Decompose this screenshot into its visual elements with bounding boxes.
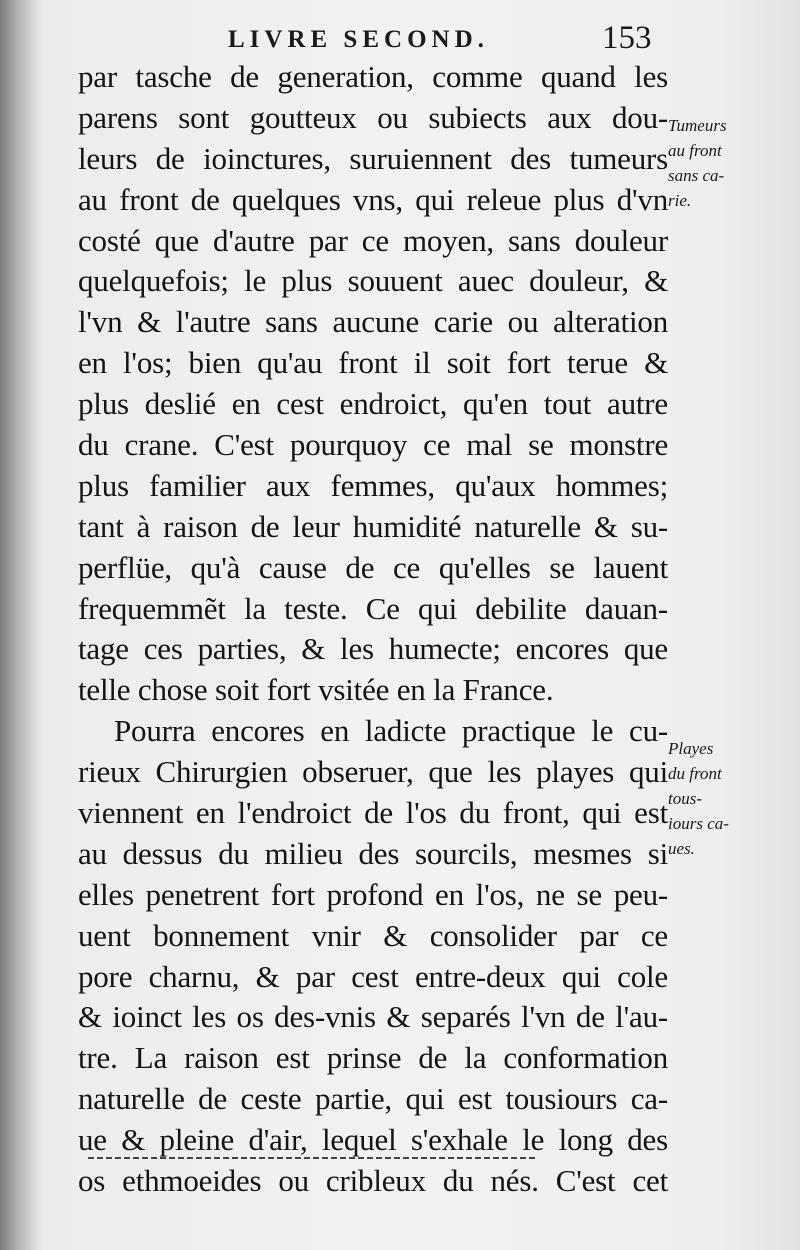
binding-shadow: [0, 0, 42, 1250]
text-line: costé que d'autre par ce moyen, sans douleur: [78, 222, 668, 258]
text-line: os ethmoeides ou cribleux du nés. C'est cet: [78, 1163, 668, 1199]
text-line: pore charnu, & par cest entre-deux qui cole: [78, 958, 668, 994]
text-line: tre. La raison est prinse de la conformation: [78, 1040, 668, 1076]
text-line: parens sont goutteux ou subiects aux dou-: [78, 99, 668, 135]
text-line: ue & pleine d'air, lequel s'exhale le long des: [78, 1122, 668, 1158]
text-line: tage ces parties, & les humecte; encores que: [78, 631, 668, 667]
text-line: du crane. C'est pourquoy ce mal se monstre: [78, 427, 668, 463]
text-line: uent bonnement vnir & consolider par ce: [78, 917, 668, 953]
margin-note-line: Playes: [668, 739, 714, 758]
text-line: viennent en l'endroict de l'os du front, qui est: [78, 795, 668, 831]
margin-note-playes: [668, 736, 729, 861]
text-line: l'vn & l'autre sans aucune carie ou alteration: [78, 304, 668, 340]
text-line: perflüe, qu'à cause de ce qu'elles se lauent: [78, 549, 668, 585]
margin-note-line: tous-: [668, 789, 702, 808]
text-line: frequemmẽt la teste. Ce qui debilite dauan-: [78, 590, 668, 626]
margin-note-line: Tumeurs: [668, 116, 727, 135]
text-line: tant à raison de leur humidité naturelle & su-: [78, 508, 668, 544]
text-line: au front de quelques vns, qui releue plus d'vn: [78, 181, 668, 217]
text-line: quelquefois; le plus souuent auec douleur, &: [78, 263, 668, 299]
margin-note-line: iours ca-: [668, 814, 729, 833]
text-line: elles penetrent fort profond en l'os, ne se peu-: [78, 876, 668, 912]
margin-note-line: rie.: [668, 191, 692, 210]
text-line: en l'os; bien qu'au front il soit fort terue &: [78, 345, 668, 381]
margin-note-line: ues.: [668, 839, 695, 858]
text-line: rieux Chirurgien obseruer, que les playes qui: [78, 754, 668, 790]
text-line: plus familier aux femmes, qu'aux hommes;: [78, 467, 668, 503]
text-line: Pourra encores en ladicte practique le cu-: [114, 713, 668, 749]
text-line: leurs de ioinctures, suruiennent des tumeurs: [78, 140, 668, 176]
margin-note-line: sans ca-: [668, 166, 725, 185]
text-line: au dessus du milieu des sourcils, mesmes si: [78, 835, 668, 871]
bottom-rule: [88, 1157, 538, 1159]
text-line: par tasche de generation, comme quand les: [78, 59, 668, 94]
text-line: & ioinct les os des-vnis & separés l'vn de l'au-: [78, 999, 668, 1035]
margin-note-line: au front: [668, 141, 722, 160]
text-line: naturelle de ceste partie, qui est tousiours ca-: [78, 1081, 668, 1117]
margin-note-tumeurs: [668, 113, 727, 213]
running-head: LIVRE SECOND.: [228, 26, 489, 53]
text-line: telle chose soit fort vsitée en la France.: [78, 672, 554, 708]
text-line: plus deslié en cest endroict, qu'en tout autre: [78, 386, 668, 422]
body-text: [78, 57, 668, 1202]
page-number: 153: [602, 20, 652, 56]
margin-note-line: du front: [668, 764, 722, 783]
